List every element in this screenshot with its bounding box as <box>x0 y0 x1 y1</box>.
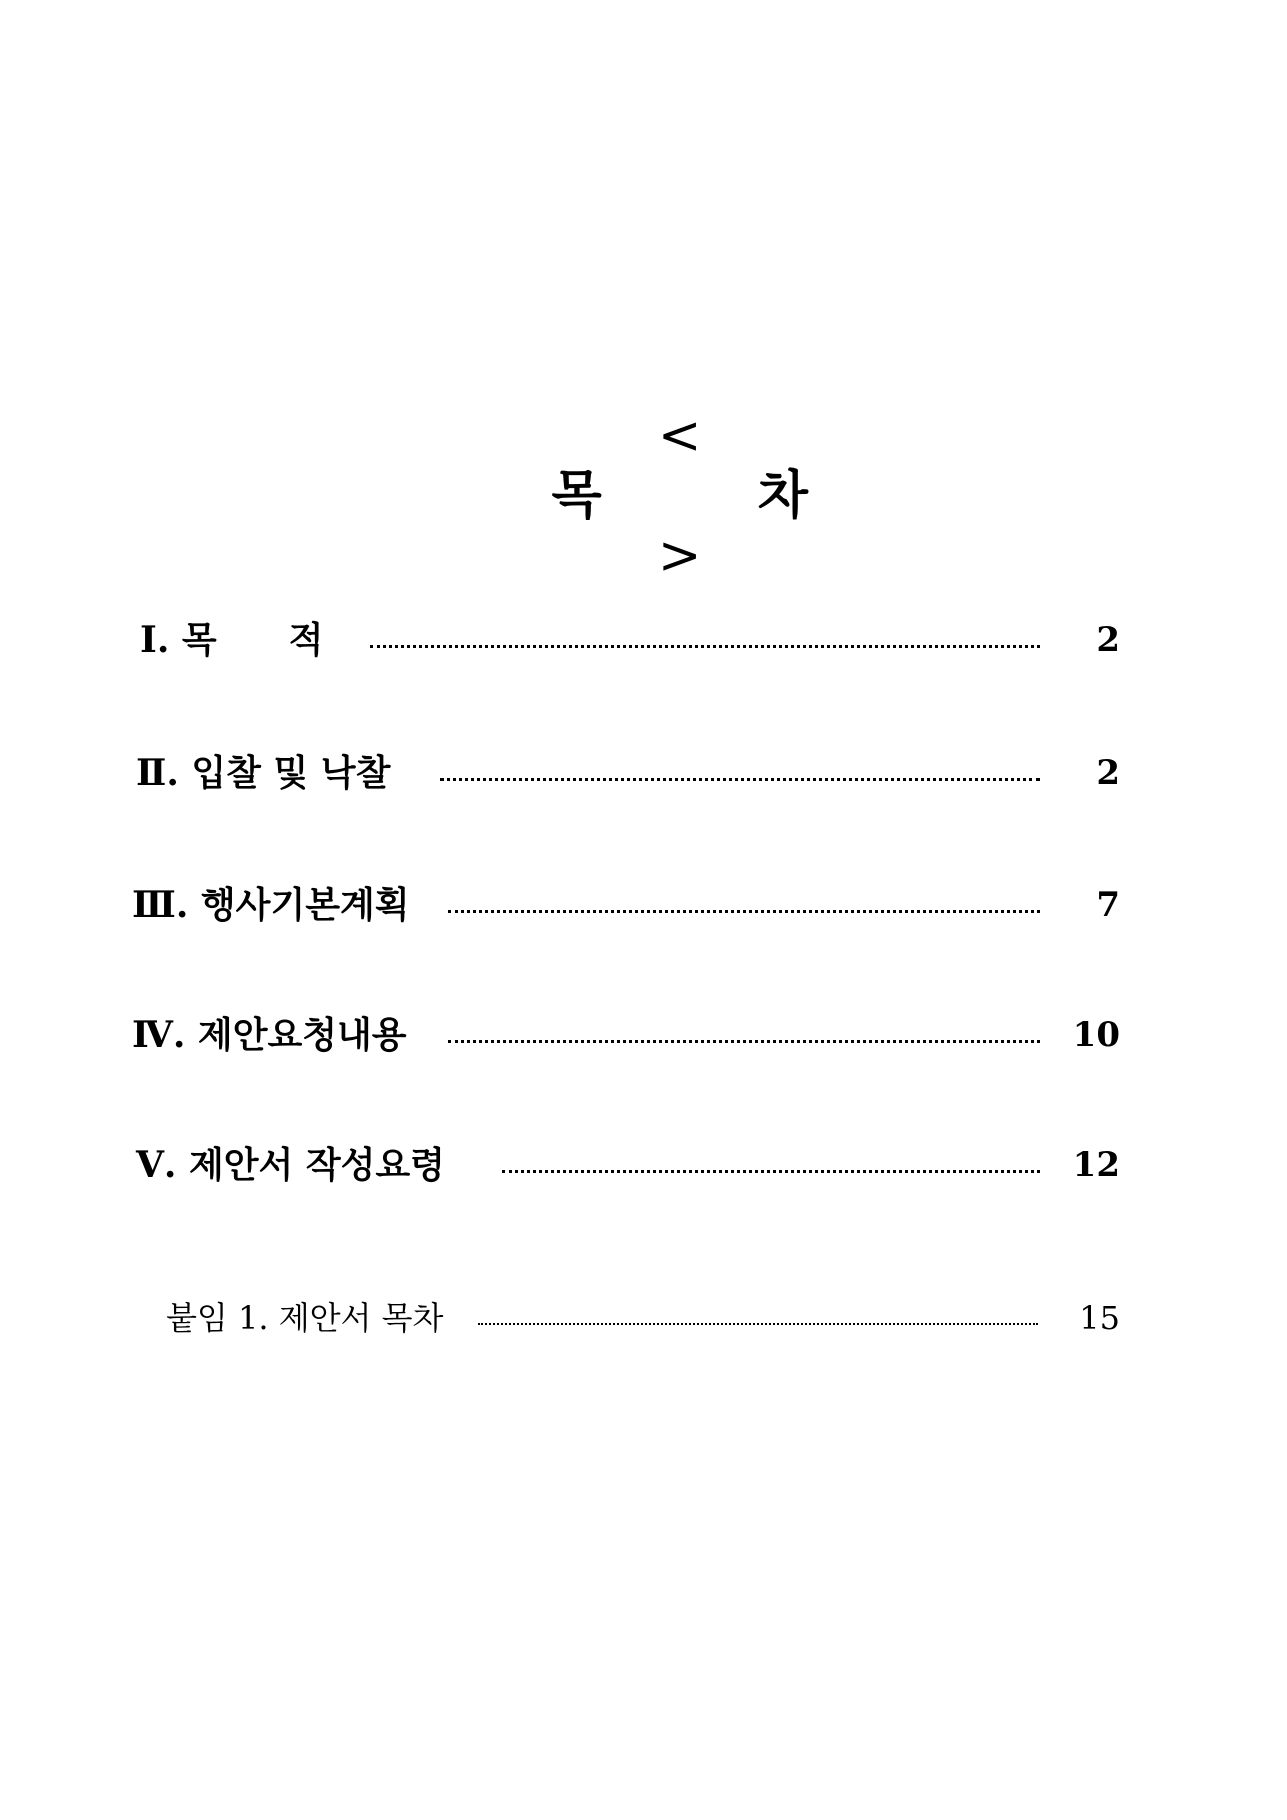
toc-item-label: Ⅳ. 제안요청내용 <box>132 1014 407 1056</box>
toc-item-label: Ⅲ. 행사기본계획 <box>132 884 410 926</box>
toc-dot-leader <box>448 1040 1040 1043</box>
toc-dot-leader <box>440 778 1040 781</box>
toc-page-number: 12 <box>1072 1145 1120 1185</box>
toc-item-bidding[interactable] <box>0 748 1287 798</box>
toc-item-label: Ⅰ. 목 적 <box>140 619 324 661</box>
toc-item-label: Ⅴ. 제안서 작성요령 <box>136 1144 445 1186</box>
toc-page-number: 15 <box>1079 1299 1120 1337</box>
toc-item-proposal-request[interactable] <box>0 1010 1287 1060</box>
toc-page-number: 2 <box>1096 620 1120 660</box>
toc-page-number: 7 <box>1096 885 1120 925</box>
toc-dot-leader <box>370 645 1040 648</box>
toc-dot-leader <box>448 910 1040 913</box>
title-close-bracket: > <box>657 526 702 586</box>
title-text: 목 차 <box>551 465 808 526</box>
toc-page-number: 10 <box>1072 1015 1120 1055</box>
toc-item-label: Ⅱ. 입찰 및 낙찰 <box>136 752 391 794</box>
toc-dot-leader <box>502 1170 1040 1173</box>
toc-dot-leader <box>478 1323 1038 1325</box>
title-open-bracket: < <box>657 406 702 466</box>
toc-item-purpose[interactable] <box>0 615 1287 665</box>
page-title <box>0 346 1287 646</box>
toc-item-appendix[interactable] <box>0 1293 1287 1343</box>
toc-appendix-label: 붙임 1. 제안서 목차 <box>166 1299 444 1337</box>
toc-item-event-plan[interactable] <box>0 880 1287 930</box>
toc-item-proposal-guide[interactable] <box>0 1140 1287 1190</box>
toc-page-number: 2 <box>1096 753 1120 793</box>
